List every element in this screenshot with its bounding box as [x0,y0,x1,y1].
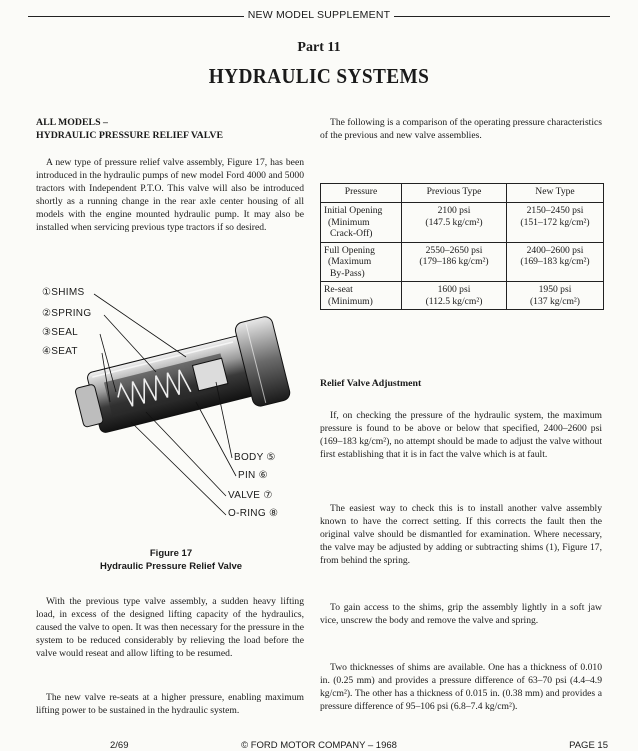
section-heading: ALL MODELS – HYDRAULIC PRESSURE RELIEF VALVE [36,117,224,141]
table-row [321,242,604,282]
previous-valve-paragraph: With the previous type valve assembly, a sudden heavy lifting load, in excess of the designed lifting capacity of the hydraulics, caused the valve to open. It was then necessary for the pressure in the system to be reduced considerably by relieving the load before the valve would reseat and allow lifting to be resumed. [36,596,304,659]
label-seat: ④SEAT [42,346,78,357]
label-valve: VALVE ⑦ [228,490,273,501]
new-cell: 2150–2450 psi (151–172 kg/cm²) [507,203,604,243]
page-title: HYDRAULIC SYSTEMS [208,64,430,88]
footer-page-number: PAGE 15 [569,740,608,751]
previous-cell: 2100 psi (147.5 kg/cm²) [402,203,507,243]
footer-copyright: © FORD MOTOR COMPANY – 1968 [241,740,397,751]
footer-date: 2/69 [110,740,129,751]
table-header-row [321,184,604,203]
pressure-cell: Full Opening (Maximum By-Pass) [321,242,402,282]
adjustment-paragraph-1: If, on checking the pressure of the hydraulic system, the maximum pressure is found to be above or below that specified, 2400–2600 psi (169–183 kg/cm²), no attempt should be made to adjust the valve without first establishing that it is in fact the valve which is at fault. [320,410,602,460]
label-shims: ①SHIMS [42,287,85,298]
col-header-pressure: Pressure [321,184,402,203]
adjustment-paragraph-2: The easiest way to check this is to install another valve assembly known to have the correct setting. If this corrects the fault then the original valve should be dismantled for examination. Where necessary, the valve may be adjusted by adding or subtracting shims (1), Figure 17, from behind the spring. [320,503,602,566]
intro-paragraph: A new type of pressure relief valve assembly, Figure 17, has been introduced in the hydraulic pumps of new model Ford 4000 and 5000 tractors with Independent P.T.O. This valve will also be introduced shortly as a running change in the rear axle center housing of all models with the engine mounted hydraulic pump. It may also be installed when servicing previous type tractors if so desired. [36,157,304,233]
adjustment-heading: Relief Valve Adjustment [320,378,422,389]
new-valve-paragraph: The new valve re-seats at a higher pressure, enabling maximum lifting power to be sustained in the hydraulic system. [36,692,304,716]
header-supplement: NEW MODEL SUPPLEMENT [0,9,638,21]
figure-caption-title: Hydraulic Pressure Relief Valve [99,561,243,572]
adjustment-paragraph-4: Two thicknesses of shims are available. One has a thickness of 0.010 in. (0.25 mm) and provides a pressure difference of 63–70 psi (4.4–4.9 kg/cm²). The other has a thickness of 0.015 in. (0.38 mm) and provides a pressure difference of 95–106 psi (6.8–7.4 kg/cm²). [320,662,602,712]
part-number: Part 11 [297,40,341,55]
label-body: BODY ⑤ [234,452,276,463]
label-seal: ③SEAL [42,327,79,338]
table-row [321,282,604,310]
new-cell: 2400–2600 psi (169–183 kg/cm²) [507,242,604,282]
label-spring: ②SPRING [42,308,92,319]
new-cell: 1950 psi (137 kg/cm²) [507,282,604,310]
table-row [321,203,604,243]
label-o-ring: O-RING ⑧ [228,508,279,519]
pressure-cell: Re-seat (Minimum) [321,282,402,310]
comparison-intro: The following is a comparison of the operating pressure characteristics of the previous and new valve assemblies. [320,117,602,141]
figure-17 [36,272,306,527]
previous-cell: 1600 psi (112.5 kg/cm²) [402,282,507,310]
col-header-previous: Previous Type [402,184,507,203]
pressure-cell: Initial Opening (Minimum Crack-Off) [321,203,402,243]
figure-caption-number: Figure 17 [149,548,193,559]
previous-cell: 2550–2650 psi (179–186 kg/cm²) [402,242,507,282]
col-header-new: New Type [507,184,604,203]
label-pin: PIN ⑥ [238,470,268,481]
adjustment-paragraph-3: To gain access to the shims, grip the assembly lightly in a soft jaw vice, unscrew the body and remove the valve and spring. [320,602,602,626]
comparison-table [320,183,604,310]
